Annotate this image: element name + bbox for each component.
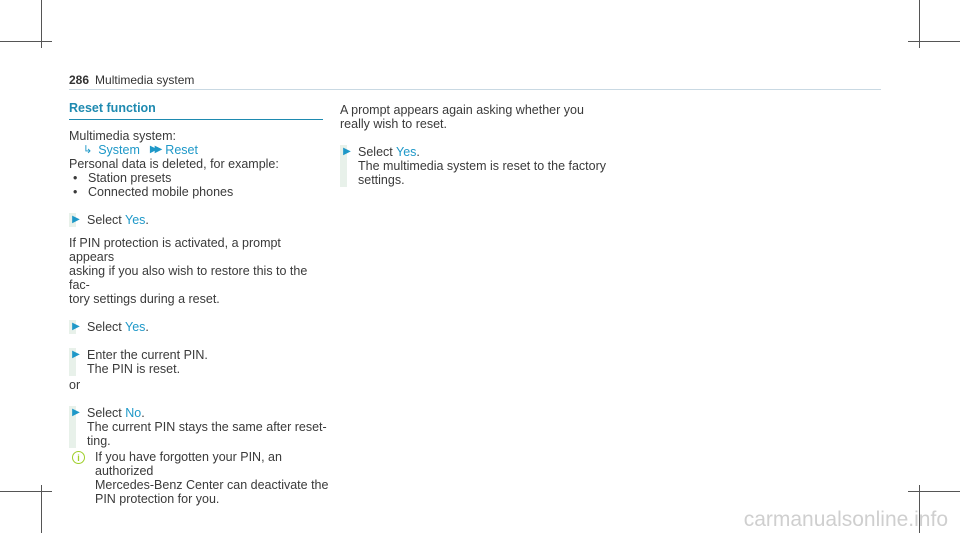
bullet-icon: • (73, 171, 78, 185)
left-column (69, 101, 329, 506)
or-text: or (69, 378, 81, 392)
section-title: Reset function (69, 101, 156, 115)
step-text (358, 145, 606, 187)
step-line: ting. (87, 434, 111, 448)
step-arrow-icon: ▶ (72, 349, 80, 360)
crop-mark (0, 41, 52, 42)
right-column (340, 103, 610, 187)
option-yes: Yes (125, 320, 146, 334)
pin-line: If PIN protection is activated, a prompt appears (69, 236, 281, 264)
pin-paragraph (69, 236, 329, 306)
step-prefix: Select (358, 145, 396, 159)
prompt-line: A prompt appears again asking whether you (340, 103, 584, 117)
step-select-yes (340, 145, 610, 187)
return-arrow-icon: ↳ (83, 144, 93, 156)
nav-item-system: System (98, 143, 140, 157)
pin-line: tory settings during a reset. (69, 292, 220, 306)
step-enter-pin (69, 348, 329, 376)
option-no: No (125, 406, 142, 420)
intro-text: Multimedia system: (69, 129, 176, 143)
crop-mark (908, 41, 960, 42)
note-line: PIN protection for you. (95, 492, 220, 506)
step-text (87, 406, 327, 448)
bullet-icon: • (73, 185, 78, 199)
step-line: Enter the current PIN. (87, 348, 208, 362)
step-arrow-icon: ▶ (72, 407, 80, 418)
double-chevron-icon: ▶▶ (149, 144, 160, 155)
option-yes: Yes (125, 213, 146, 227)
step-line: The PIN is reset. (87, 362, 181, 376)
deleted-text: Personal data is deleted, for example: (69, 157, 279, 171)
crop-mark (908, 491, 960, 492)
page-header (69, 73, 194, 87)
watermark: carmanualsonline.info (743, 508, 948, 531)
step-line (358, 145, 606, 159)
step-text (87, 348, 208, 376)
list-item (69, 171, 329, 185)
step-suffix: . (145, 213, 149, 227)
option-yes: Yes (396, 145, 417, 159)
crop-mark (0, 491, 52, 492)
step-text (87, 213, 149, 227)
step-suffix: . (141, 406, 145, 420)
nav-item-reset: Reset (165, 143, 198, 157)
step-line: The current PIN stays the same after reset- (87, 420, 327, 434)
step-select-no (69, 406, 329, 448)
bullet-text: Station presets (88, 171, 172, 185)
note-text (95, 450, 329, 506)
title-rule (69, 119, 323, 120)
bullet-text: Connected mobile phones (88, 185, 234, 199)
step-prefix: Select (87, 320, 125, 334)
info-note (69, 450, 329, 506)
step-select-yes (69, 320, 329, 334)
page-number: 286 (69, 73, 90, 87)
step-line: settings. (358, 173, 405, 187)
nav-path (69, 143, 329, 157)
step-prefix: Select (87, 406, 126, 420)
pin-line: asking if you also wish to restore this to the fac- (69, 264, 308, 292)
step-suffix: . (145, 320, 149, 334)
step-prefix: Select (87, 213, 125, 227)
step-text (87, 320, 149, 334)
step-select-yes (69, 213, 329, 227)
crop-mark (41, 485, 42, 533)
step-arrow-icon: ▶ (343, 146, 351, 157)
step-arrow-icon: ▶ (72, 321, 80, 332)
step-arrow-icon: ▶ (72, 214, 80, 225)
prompt-line: really wish to reset. (340, 117, 447, 131)
header-section: Multimedia system (95, 73, 195, 87)
note-line: Mercedes-Benz Center can deactivate the (95, 478, 329, 492)
list-item (69, 185, 329, 199)
step-line (87, 406, 327, 420)
step-line: The multimedia system is reset to the factory (358, 159, 607, 173)
info-icon: i (72, 451, 85, 464)
step-suffix: . (416, 145, 420, 159)
note-line: If you have forgotten your PIN, an authorized (95, 450, 282, 478)
header-rule (69, 89, 881, 90)
